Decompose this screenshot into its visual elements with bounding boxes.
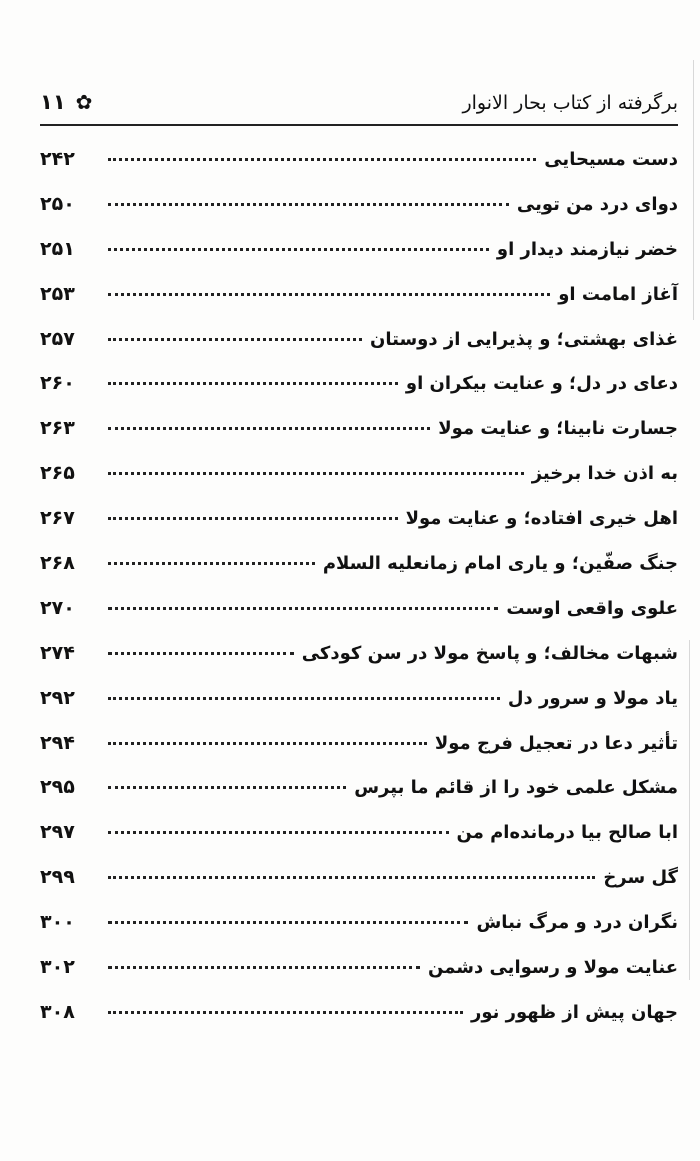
dot-leader <box>108 427 430 430</box>
dot-leader <box>108 742 427 745</box>
header-rule <box>40 124 678 126</box>
dot-leader <box>108 876 595 879</box>
dot-leader <box>108 607 498 610</box>
toc-entry <box>40 193 678 238</box>
toc-entry-page: ۲۶۰ <box>40 372 75 395</box>
scan-margin-mark <box>689 640 690 980</box>
toc-entry-title: اهل خیری افتاده؛ و عنایت مولا <box>405 508 678 530</box>
toc-entry <box>40 552 678 597</box>
toc-entry-title: گل سرخ <box>603 867 678 889</box>
toc-entry-page: ۲۵۳ <box>40 282 75 305</box>
toc-entry-title: شبهات مخالف؛ و پاسخ مولا در سن کودکی <box>301 642 678 664</box>
dot-leader <box>108 652 294 655</box>
dot-leader <box>108 921 468 924</box>
toc-entry-title: ابا صالح بیا درمانده‌ام من <box>456 822 678 844</box>
toc-entry <box>40 776 678 821</box>
toc-entry-title: آغاز امامت او <box>558 283 678 305</box>
dot-leader <box>108 1011 463 1014</box>
toc-entry-page: ۲۷۰ <box>40 596 75 619</box>
table-of-contents <box>40 148 678 1046</box>
dot-leader <box>108 831 449 834</box>
toc-entry-title: جنگ صفّین؛ و یاری امام زمانعليه السلام <box>322 553 678 575</box>
toc-entry <box>40 642 678 687</box>
toc-entry-page: ۲۹۴ <box>40 731 75 754</box>
toc-entry-title: غذای بهشتی؛ و پذیرایی از دوستان <box>370 328 678 350</box>
toc-entry-title: علوی واقعی اوست <box>506 597 678 619</box>
dot-leader <box>108 338 362 341</box>
toc-entry-page: ۲۷۴ <box>40 641 75 664</box>
toc-entry-page: ۳۰۰ <box>40 911 75 934</box>
toc-entry <box>40 372 678 417</box>
toc-entry <box>40 821 678 866</box>
running-head: برگرفته از کتاب بحار الانوار <box>462 92 678 114</box>
toc-entry-page: ۲۵۷ <box>40 327 75 350</box>
toc-entry-title: یاد مولا و سرور دل <box>507 687 678 709</box>
dot-leader <box>108 697 500 700</box>
toc-entry-title: نگران درد و مرگ نباش <box>476 912 678 934</box>
toc-entry <box>40 597 678 642</box>
folio <box>40 90 92 114</box>
toc-entry-title: دست مسیحایی <box>544 149 678 170</box>
dot-leader <box>108 158 536 161</box>
toc-entry-title: دوای درد من تویی <box>516 193 678 215</box>
toc-entry <box>40 148 678 193</box>
toc-entry-title: جهان پیش از ظهور نور <box>470 1001 678 1023</box>
dot-leader <box>108 562 315 565</box>
toc-entry-page: ۲۹۷ <box>40 821 75 844</box>
toc-entry-title: جسارت نابینا؛ و عنایت مولا <box>438 418 678 440</box>
toc-entry-title: مشکل علمی خود را از قائم ما بپرس <box>354 777 678 799</box>
scan-margin-mark <box>693 60 694 320</box>
toc-entry <box>40 732 678 777</box>
dot-leader <box>108 472 524 475</box>
toc-entry <box>40 238 678 283</box>
dot-leader <box>108 293 550 296</box>
flower-star-icon: ✿ <box>75 90 93 114</box>
toc-entry <box>40 283 678 328</box>
page-header <box>40 88 678 122</box>
dot-leader <box>108 203 509 206</box>
toc-entry-page: ۲۶۳ <box>40 417 75 440</box>
toc-entry-page: ۲۶۸ <box>40 552 75 575</box>
toc-entry-title: تأثیر دعا در تعجیل فرج مولا <box>434 732 678 754</box>
toc-entry-title: عنایت مولا و رسوایی دشمن <box>428 957 678 979</box>
toc-entry-title: خضر نیازمند دیدار او <box>496 238 678 260</box>
toc-entry-page: ۲۵۰ <box>40 192 75 215</box>
toc-entry <box>40 687 678 732</box>
dot-leader <box>108 966 420 969</box>
toc-entry-page: ۲۶۵ <box>40 462 75 485</box>
toc-entry-page: ۲۹۲ <box>40 686 75 709</box>
toc-entry <box>40 462 678 507</box>
toc-entry-title: دعای در دل؛ و عنایت بیکران او <box>405 373 678 395</box>
toc-entry-page: ۲۹۹ <box>40 866 75 889</box>
toc-entry <box>40 1001 678 1046</box>
dot-leader <box>108 786 346 789</box>
toc-entry-page: ۲۵۱ <box>40 237 75 260</box>
toc-entry <box>40 911 678 956</box>
toc-entry-page: ۳۰۲ <box>40 956 75 979</box>
page-number: ۱۱ <box>40 90 66 114</box>
toc-entry <box>40 417 678 462</box>
dot-leader <box>108 382 398 385</box>
toc-entry-title: به اذن خدا برخیز <box>531 463 678 485</box>
toc-entry <box>40 328 678 373</box>
toc-entry-page: ۲۴۲ <box>40 148 75 170</box>
dot-leader <box>108 248 489 251</box>
toc-entry-page: ۲۶۷ <box>40 507 75 530</box>
toc-entry <box>40 507 678 552</box>
toc-entry <box>40 956 678 1001</box>
toc-entry-page: ۳۰۸ <box>40 1000 75 1023</box>
dot-leader <box>108 517 398 520</box>
toc-entry-page: ۲۹۵ <box>40 776 75 799</box>
toc-entry <box>40 866 678 911</box>
